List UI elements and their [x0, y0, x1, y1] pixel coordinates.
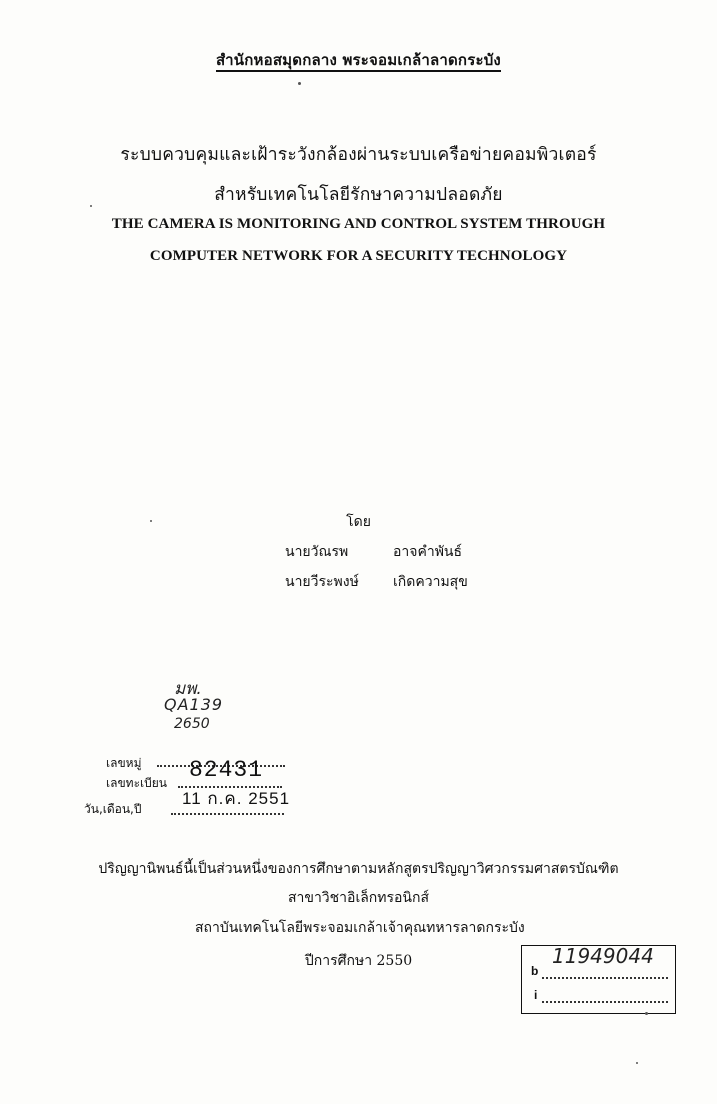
by-label: โดย [346, 514, 371, 530]
accession-box [521, 945, 676, 1014]
author-2-last-name: เกิดความสุข [393, 574, 468, 590]
author-1-first-name: นายวัณรพ [285, 544, 349, 560]
author-1 [285, 541, 462, 563]
scan-speck [298, 82, 301, 85]
call-number-line-1: มพ. [174, 679, 202, 699]
accession-dotted-line [542, 1001, 668, 1003]
accession-i-label: i [534, 988, 538, 1002]
stamp-registration-number: 82431 [189, 757, 264, 783]
academic-year: ปีการศึกษา 2550 [304, 953, 413, 969]
english-title-line-2: COMPUTER NETWORK FOR A SECURITY TECHNOLOGY [149, 248, 568, 264]
accession-dotted-line [542, 977, 668, 979]
thai-title-line-2: สำหรับเทคโนโลยีรักษาความปลอดภัย [214, 185, 503, 205]
author-2-first-name: นายวีระพงษ์ [285, 574, 359, 590]
stamp-call-label: เลขหมู่ [106, 756, 142, 770]
scan-speck [645, 1012, 648, 1015]
scan-speck [90, 205, 92, 207]
call-number-line-2: QA139 [164, 695, 224, 714]
stamp-registration-label: เลขทะเบียน [106, 776, 167, 790]
stamp-date-value: 11 ก.ค. 2551 [182, 789, 291, 808]
accession-b-label: b [531, 964, 539, 978]
scan-speck [150, 520, 152, 522]
scan-speck [636, 1062, 638, 1064]
library-header [0, 48, 717, 72]
thai-title-line-1: ระบบควบคุมและเฝ้าระวังกล้องผ่านระบบเครือข่ายคอมพิวเตอร์ [120, 145, 597, 165]
author-2 [285, 571, 468, 593]
stamp-dotted-line [171, 813, 284, 815]
author-1-last-name: อาจคำพันธ์ [393, 544, 463, 560]
accession-number: 11949044 [552, 944, 654, 968]
call-number-line-3: 2650 [174, 716, 210, 732]
institute: สถาบันเทคโนโลยีพระจอมเกล้าเจ้าคุณทหารลาดกระบัง [195, 920, 525, 936]
degree-statement: ปริญญานิพนธ์นี้เป็นส่วนหนึ่งของการศึกษาตามหลักสูตรปริญญาวิศวกรรมศาสตรบัณฑิต [98, 861, 619, 877]
library-name: สำนักหอสมุดกลาง พระจอมเกล้าลาดกระบัง [216, 51, 501, 72]
english-title-line-1: THE CAMERA IS MONITORING AND CONTROL SYSTEM THROUGH [111, 216, 606, 232]
department: สาขาวิชาอิเล็กทรอนิกส์ [287, 890, 430, 906]
stamp-date-label: วัน,เดือน,ปี [84, 802, 142, 816]
